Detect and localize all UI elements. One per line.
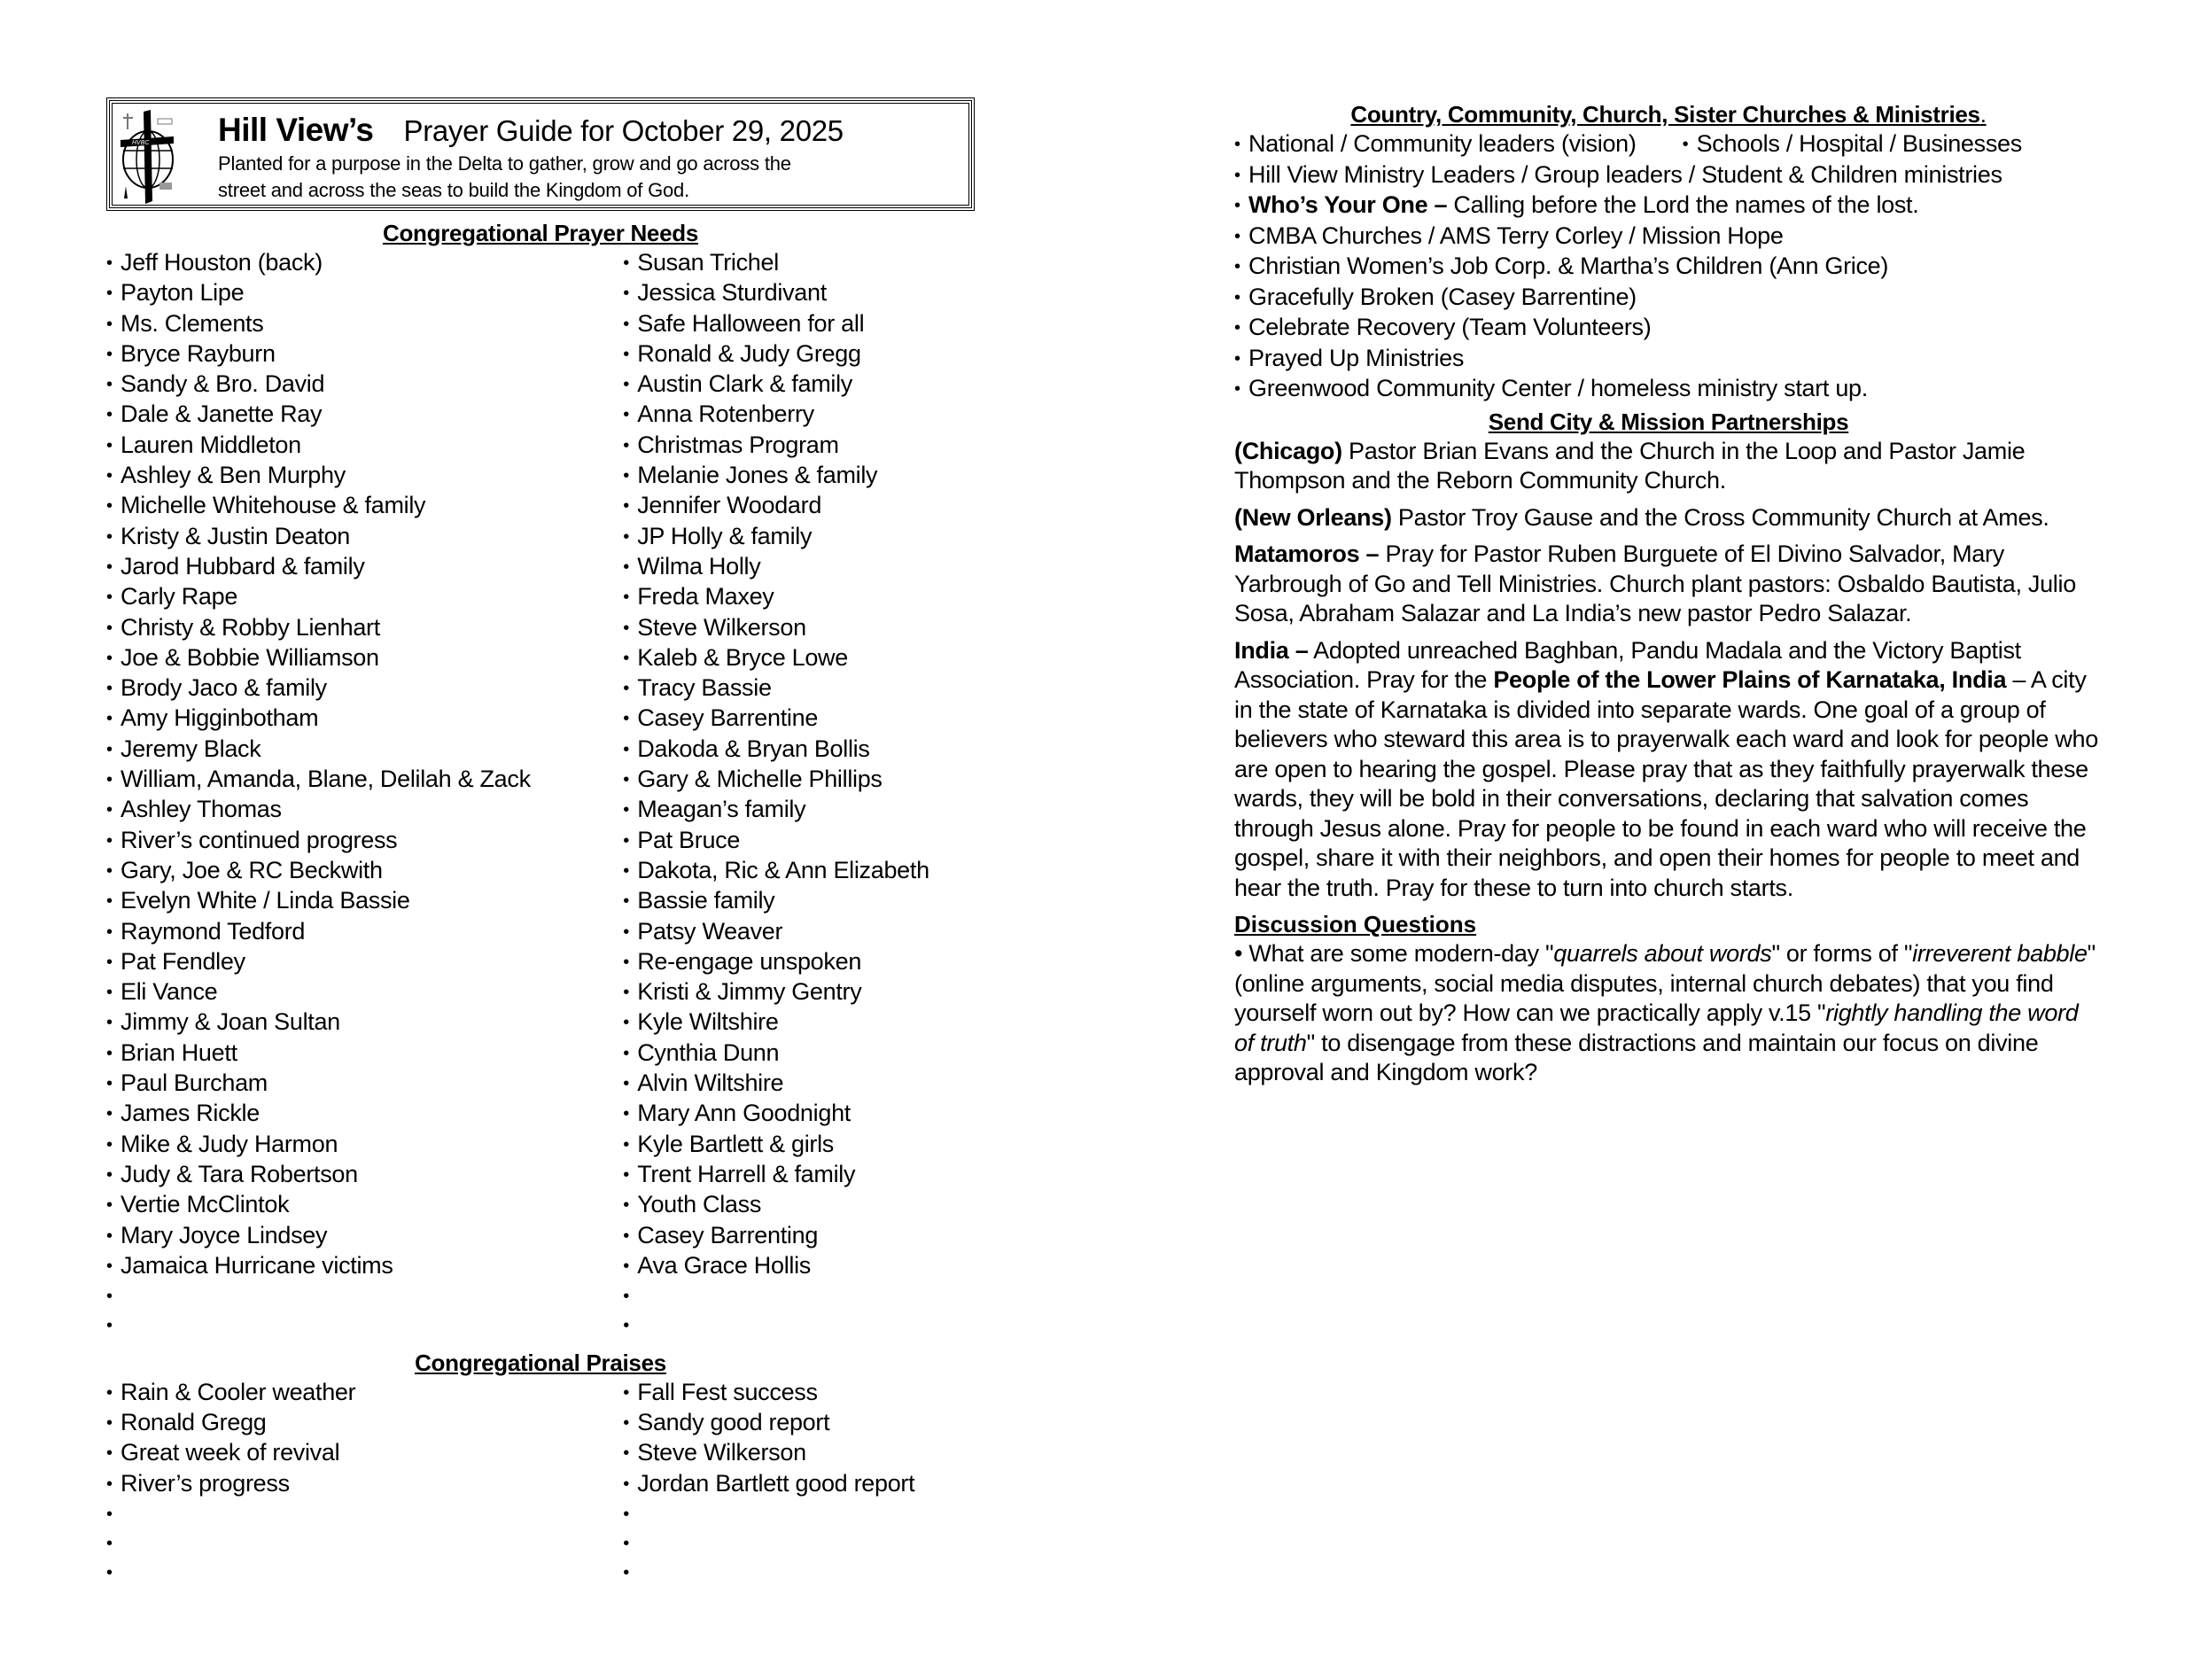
prayer-need-item (623, 886, 975, 916)
prayer-need-item-text: Pat Bruce (637, 826, 741, 853)
prayer-need-item-text: Gary & Michelle Phillips (637, 766, 883, 793)
prayer-need-item (623, 1281, 975, 1311)
prayer-need-item (623, 613, 975, 643)
praise-item-text: Jordan Bartlett good report (637, 1469, 915, 1497)
prayer-need-item (623, 1311, 975, 1340)
bullet: • (623, 709, 629, 729)
bullet: • (106, 1043, 113, 1063)
prayer-need-item-text: Re-engage unspoken (637, 947, 862, 975)
bullet: • (623, 344, 629, 364)
bullet: • (106, 1134, 113, 1155)
prayer-need-item-text: Tracy Bassie (637, 674, 772, 702)
country-item-text: Prayed Up Ministries (1248, 344, 1465, 371)
prayer-need-item (106, 552, 623, 582)
bullet: • (106, 770, 113, 790)
prayer-need-item-text: James Rickle (121, 1100, 260, 1127)
prayer-need-item-text: Austin Clark & family (637, 370, 852, 398)
prayer-need-item (623, 461, 975, 491)
prayer-need-item (623, 1130, 975, 1160)
prayer-need-item-text: Michelle Whitehouse & family (121, 492, 426, 519)
prayer-need-item-text: Sandy & Bro. David (121, 370, 325, 398)
praise-item (106, 1438, 623, 1468)
india-paragraph: India – Adopted unreached Baghban, Pandu Madala and the Victory Baptist Association. Pray for the People of the Lower Plains of Karnataka, India – A city in the state of Karnataka is divided into separate wards. One goal of a group of believers who steward this area is to prayerwalk each ward and look for people who are open to hearing the gospel. Please pray that as they faithfully prayerwalk these wards, they will be bold in their conversations, declaring that salvation comes through Jesus alone. Pray for people to be found in each ward who will receive the gospel, share it with their neighbors, and open their homes for people to meet and hear the truth. Pray for these to turn into church starts. (1234, 636, 2098, 901)
bullet: • (106, 556, 113, 577)
bullet: • (106, 1412, 113, 1433)
bullet: • (106, 1443, 113, 1464)
send-city-title: Send City & Mission Partnerships (1488, 408, 1849, 435)
prayer-need-item-text: Jeff Houston (back) (121, 249, 323, 276)
prayer-need-item-text: Dale & Janette Ray (121, 401, 323, 428)
prayer-need-item (106, 856, 623, 886)
country-item-text: CMBA Churches / AMS Terry Corley / Mission Hope (1248, 222, 1784, 249)
bullet: • (106, 405, 113, 425)
discussion-title: Discussion Questions (1234, 911, 1477, 937)
prayer-need-item (623, 1221, 975, 1251)
bullet: • (623, 770, 629, 790)
prayer-need-item (623, 947, 975, 977)
country-title: Country, Community, Church, Sister Churches & Ministries. (1350, 101, 1987, 128)
bullet: • (106, 1013, 113, 1033)
prayer-need-item (106, 1038, 623, 1069)
praise-item (106, 1499, 623, 1528)
bullet: • (1234, 226, 1240, 246)
bullet: • (1234, 318, 1240, 338)
prayer-need-item-text: Melanie Jones & family (637, 462, 878, 489)
prayer-need-item (623, 1038, 975, 1069)
country-item: • Hill View Ministry Leaders / Group leaders / Student & Children ministries (1234, 160, 2002, 188)
bullet: • (106, 375, 113, 395)
prayer-need-item-text: Raymond Tedford (121, 917, 306, 945)
prayer-need-item-text: Dakoda & Bryan Bollis (637, 735, 870, 762)
prayer-need-item-text: Joe & Bobbie Williamson (121, 643, 379, 671)
bullet: • (106, 1195, 113, 1216)
prayer-need-item (623, 278, 975, 308)
country-item-text: Christian Women’s Job Corp. & Martha’s Children (Ann Grice) (1248, 253, 1889, 279)
bullet: • (106, 1074, 113, 1094)
prayer-need-item-text: Paul Burcham (121, 1069, 268, 1097)
prayer-need-item (106, 673, 623, 704)
bullet: • (623, 284, 629, 304)
prayer-need-item-text: Pat Fendley (121, 947, 245, 975)
bullet: • (106, 709, 113, 729)
country-item (1234, 344, 2103, 375)
prayer-need-item (106, 826, 623, 856)
praise-item-text: Great week of revival (121, 1439, 340, 1466)
praise-item-text: Rain & Cooler weather (121, 1378, 356, 1405)
bullet: • (106, 983, 113, 1003)
bullet: • (623, 1316, 629, 1336)
prayer-need-item-text: Eli Vance (121, 978, 218, 1006)
prayer-need-item (623, 491, 975, 521)
prayer-need-item-text: Brody Jaco & family (121, 674, 327, 702)
prayer-need-item (106, 643, 623, 673)
prayer-need-item-text: Freda Maxey (637, 583, 774, 611)
prayer-need-item (623, 673, 975, 704)
prayer-need-item-text: Mary Joyce Lindsey (121, 1221, 328, 1248)
prayer-need-item (106, 1160, 623, 1190)
praises-title: Congregational Praises (415, 1349, 666, 1376)
prayer-need-item (623, 1099, 975, 1129)
prayer-need-item-text: Ashley & Ben Murphy (121, 462, 346, 489)
prayer-need-item-text: Judy & Tara Robertson (121, 1160, 358, 1187)
prayer-need-item-text: Amy Higginbotham (121, 704, 319, 732)
prayer-need-item (623, 339, 975, 369)
bullet: • (623, 830, 629, 851)
prayer-need-item (106, 1221, 623, 1251)
praise-item-text: River’s progress (121, 1469, 290, 1497)
prayer-need-item-text: Casey Barrentine (637, 704, 819, 732)
prayer-need-item (623, 704, 975, 734)
prayer-need-item (106, 278, 623, 308)
country-list (1234, 222, 2103, 405)
prayer-need-item-text: Bassie family (637, 887, 775, 914)
praises-left-column (106, 1378, 623, 1588)
country-item-text: Greenwood Community Center / homeless ministry start up. (1248, 375, 1868, 401)
prayer-need-item-text: Carly Rape (121, 583, 238, 611)
prayer-need-item-text: William, Amanda, Blane, Delilah & Zack (121, 766, 531, 793)
bullet: • (623, 1164, 629, 1185)
prayer-need-item (106, 1281, 623, 1311)
bullet: • (623, 1074, 629, 1094)
bullet: • (623, 435, 629, 455)
bullet: • (623, 1382, 629, 1403)
bullet: • (106, 284, 113, 304)
prayer-need-item (623, 1069, 975, 1099)
prayer-need-item-text: Ronald & Judy Gregg (637, 339, 861, 367)
bullet: • (623, 1013, 629, 1033)
country-item: • National / Community leaders (vision) • Schools / Hospital / Businesses (1234, 130, 2022, 157)
bullet: • (623, 1134, 629, 1155)
bullet: • (623, 1195, 629, 1216)
bullet: • (1234, 348, 1240, 369)
prayer-need-item (623, 522, 975, 552)
bullet: • (623, 1287, 629, 1307)
prayer-need-item-text: Safe Halloween for all (637, 309, 865, 337)
praise-item-text: Sandy good report (637, 1408, 830, 1435)
bullet: • (623, 466, 629, 486)
bullet: • (623, 952, 629, 972)
bullet: • (623, 253, 629, 273)
new-orleans-paragraph: (New Orleans) Pastor Troy Gause and the Cross Community Church at Ames. (1234, 503, 2049, 531)
bullet: • (623, 1412, 629, 1433)
prayer-need-item (106, 795, 623, 825)
country-item (1234, 374, 2103, 405)
prayer-need-item-text: Vertie McClintok (121, 1191, 290, 1218)
prayer-need-item (623, 1251, 975, 1281)
prayer-need-item-text: Mike & Judy Harmon (121, 1130, 338, 1157)
bullet: • (106, 1287, 113, 1307)
bullet: • (106, 618, 113, 638)
prayer-need-item (106, 309, 623, 339)
prayer-need-item-text: Jeremy Black (121, 735, 261, 762)
praise-item-text: Fall Fest success (637, 1378, 818, 1405)
prayer-need-item-text: Patsy Weaver (637, 917, 783, 945)
bullet: • (106, 891, 113, 912)
bullet: • (106, 1563, 113, 1583)
chicago-paragraph: (Chicago) Pastor Brian Evans and the Church in the Loop and Pastor Jamie Thompson and the Reborn Community Church. (1234, 437, 2026, 494)
church-name: Hill View’s (218, 112, 374, 148)
prayer-need-item-text: Bryce Rayburn (121, 339, 276, 367)
prayer-need-item-text: Ashley Thomas (121, 796, 282, 823)
prayer-need-item (623, 369, 975, 400)
bullet: • (623, 800, 629, 821)
bullet: • (623, 526, 629, 547)
prayer-need-item (106, 947, 623, 977)
praise-item (623, 1558, 975, 1587)
praise-item-text: Ronald Gregg (121, 1408, 267, 1435)
prayer-need-item (623, 1190, 975, 1220)
bullet: • (106, 253, 113, 273)
prayer-need-item (623, 582, 975, 612)
prayer-need-item (106, 917, 623, 947)
bullet: • (623, 587, 629, 608)
bullet: • (623, 860, 629, 881)
praise-item (106, 1528, 623, 1558)
matamoros-paragraph: Matamoros – Pray for Pastor Ruben Burguete of El Divino Salvador, Mary Yarbrough of Go and Tell Ministries. Church plant pastors: Osbaldo Bautista, Julio Sosa, Abraham Salazar and La India’s new pastor Pedro Salazar. (1234, 541, 2076, 626)
praise-item (106, 1378, 623, 1408)
bullet: • (106, 1225, 113, 1246)
prayer-need-item-text: Cynthia Dunn (637, 1038, 780, 1066)
prayer-need-item-text: Youth Class (637, 1191, 762, 1218)
praise-item (106, 1558, 623, 1587)
bullet: • (106, 800, 113, 821)
prayer-need-item-text: Trent Harrell & family (637, 1160, 856, 1187)
prayer-need-item-text: JP Holly & family (637, 522, 813, 549)
country-item-text: Gracefully Broken (Casey Barrentine) (1248, 283, 1637, 310)
bullet: • (623, 375, 629, 395)
prayer-need-item (623, 431, 975, 461)
prayer-need-item (106, 522, 623, 552)
praise-item (623, 1378, 975, 1408)
prayer-needs-list (106, 248, 975, 1341)
prayer-need-item (623, 917, 975, 947)
prayer-need-item-text: Kyle Bartlett & girls (637, 1130, 835, 1157)
prayer-need-item-text: Jarod Hubbard & family (121, 552, 365, 579)
prayer-need-item (106, 1007, 623, 1038)
prayer-need-item (623, 552, 975, 582)
bullet: • (623, 922, 629, 942)
prayer-need-item-text: River’s continued progress (121, 826, 398, 853)
prayer-need-item-text: Kaleb & Bryce Lowe (637, 643, 848, 671)
header-box (106, 97, 975, 211)
bullet: • (106, 830, 113, 851)
prayer-need-item-text: Ava Grace Hollis (637, 1251, 812, 1279)
prayer-need-item (106, 461, 623, 491)
prayer-need-item-text: Kristi & Jimmy Gentry (637, 978, 862, 1006)
prayer-need-item (623, 1160, 975, 1190)
bullet: • (106, 466, 113, 486)
prayer-need-item-text: Susan Trichel (637, 249, 779, 276)
prayer-need-item-text: Christy & Robby Lienhart (121, 613, 380, 641)
bullet: • (623, 314, 629, 334)
prayer-need-item (106, 1099, 623, 1129)
praise-item (106, 1408, 623, 1438)
bullet: • (106, 496, 113, 517)
prayer-need-item (623, 795, 975, 825)
bullet: • (106, 1316, 113, 1336)
bullet: • (623, 1225, 629, 1246)
left-page (106, 97, 975, 1588)
bullet: • (623, 648, 629, 668)
prayer-need-item-text: Brian Huett (121, 1038, 237, 1066)
bullet: • (106, 526, 113, 547)
discussion-question: • What are some modern-day "quarrels about words" or forms of "irreverent babble" (online arguments, social media disputes, internal church debates) that you find yourself worn out by? How can we practically apply v.15 "rightly handling the word of truth" to disengage from these distractions and maintain our focus on divine approval and Kingdom work? (1234, 940, 2096, 1085)
prayer-need-item (106, 248, 623, 278)
bullet: • (106, 1534, 113, 1554)
prayer-need-item-text: Ms. Clements (121, 309, 264, 337)
praise-item-text: Steve Wilkerson (637, 1439, 806, 1466)
bullet: • (623, 1104, 629, 1124)
prayer-need-item (623, 826, 975, 856)
prayer-need-item-text: Gary, Joe & RC Beckwith (121, 856, 383, 883)
prayer-need-item (623, 1007, 975, 1038)
bullet: • (1234, 287, 1240, 307)
praises-list (106, 1378, 975, 1588)
prayer-need-item (106, 1190, 623, 1220)
prayer-need-item-text: Mary Ann Goodnight (637, 1100, 851, 1127)
bullet: • (106, 1474, 113, 1494)
bullet: • (623, 618, 629, 638)
prayer-need-item-text: Kristy & Justin Deaton (121, 522, 351, 549)
prayer-need-item-text: Evelyn White / Linda Bassie (121, 887, 410, 914)
prayer-needs-title: Congregational Prayer Needs (382, 220, 698, 246)
bullet: • (106, 922, 113, 942)
prayer-need-item (623, 643, 975, 673)
prayer-need-item-text: Jessica Sturdivant (637, 279, 827, 307)
country-item (1234, 313, 2103, 344)
bullet: • (623, 1534, 629, 1554)
bullet: • (106, 314, 113, 334)
prayer-need-item (106, 1069, 623, 1099)
prayer-need-item (106, 339, 623, 369)
bullet: • (623, 556, 629, 577)
prayer-need-item-text: Kyle Wiltshire (637, 1008, 779, 1036)
right-page (1234, 99, 2103, 1088)
prayer-need-item-text: Christmas Program (637, 431, 839, 458)
country-item (1234, 222, 2103, 253)
prayer-need-item (106, 977, 623, 1007)
prayer-need-item (623, 977, 975, 1007)
bullet: • (623, 405, 629, 425)
bullet: • (106, 1504, 113, 1524)
bullet: • (106, 679, 113, 699)
praise-item (623, 1438, 975, 1468)
bullet: • (623, 1443, 629, 1464)
bullet: • (623, 496, 629, 517)
praise-item (623, 1408, 975, 1438)
praise-item (106, 1469, 623, 1499)
prayer-need-item (106, 1311, 623, 1340)
bullet: • (106, 587, 113, 608)
bullet: • (623, 891, 629, 912)
guide-title: Prayer Guide for October 29, 2025 (403, 114, 844, 147)
prayer-need-item (623, 248, 975, 278)
mission-statement (218, 151, 844, 204)
bullet: • (623, 983, 629, 1003)
prayer-need-item (106, 400, 623, 430)
bullet: • (106, 1164, 113, 1185)
prayer-need-item (106, 431, 623, 461)
bullet: • (623, 1256, 629, 1276)
header-text (218, 112, 844, 204)
prayer-need-item-text: Alvin Wiltshire (637, 1069, 784, 1097)
prayer-need-item (623, 735, 975, 765)
prayer-need-item-text: Casey Barrenting (637, 1221, 819, 1248)
bullet: • (106, 344, 113, 364)
bullet: • (106, 1256, 113, 1276)
praise-item (623, 1528, 975, 1558)
prayer-need-item (106, 1130, 623, 1160)
prayer-need-item (106, 582, 623, 612)
prayer-need-item-text: Jimmy & Joan Sultan (121, 1008, 340, 1036)
prayer-need-item-text: Meagan’s family (637, 796, 806, 823)
prayer-need-item (106, 491, 623, 521)
bullet: • (623, 1504, 629, 1524)
bullet: • (623, 679, 629, 699)
country-item (1234, 252, 2103, 283)
prayer-need-item-text: Payton Lipe (121, 279, 245, 307)
country-item-text: Celebrate Recovery (Team Volunteers) (1248, 314, 1652, 340)
praises-right-column (623, 1378, 975, 1588)
bullet: • (106, 860, 113, 881)
svg-text:HVBC: HVBC (132, 140, 150, 146)
prayer-need-item (106, 1251, 623, 1281)
prayer-need-item-text: Jamaica Hurricane victims (121, 1251, 393, 1279)
prayer-needs-right-column (623, 248, 975, 1341)
prayer-need-item (623, 856, 975, 886)
bullet: • (623, 1474, 629, 1494)
bullet: • (106, 1104, 113, 1124)
country-item: • Who’s Your One – Calling before the Lord the names of the lost. (1234, 191, 1919, 218)
bullet: • (106, 435, 113, 455)
prayer-need-item (623, 309, 975, 339)
prayer-need-item-text: Anna Rotenberry (637, 401, 814, 428)
prayer-need-item (623, 765, 975, 795)
prayer-need-item (106, 704, 623, 734)
bullet: • (1234, 379, 1240, 399)
prayer-need-item-text: Steve Wilkerson (637, 613, 806, 641)
prayer-need-item-text: Jennifer Woodard (637, 492, 822, 519)
mission-line: street and across the seas to build the Kingdom of God. (218, 179, 689, 201)
bullet: • (106, 648, 113, 668)
mission-line: Planted for a purpose in the Delta to gather, grow and go across the (218, 152, 791, 175)
prayer-need-item (623, 400, 975, 430)
prayer-need-item (106, 765, 623, 795)
bullet: • (1234, 257, 1240, 276)
prayer-need-item (106, 735, 623, 765)
bullet: • (106, 1382, 113, 1403)
prayer-need-item (106, 886, 623, 916)
country-item (1234, 283, 2103, 314)
prayer-need-item-text: Dakota, Ric & Ann Elizabeth (637, 856, 929, 883)
prayer-need-item-text: Lauren Middleton (121, 431, 301, 458)
bullet: • (623, 739, 629, 759)
praise-item (623, 1469, 975, 1499)
prayer-need-item-text: Wilma Holly (637, 552, 761, 579)
bullet: • (623, 1563, 629, 1583)
bullet: • (106, 952, 113, 972)
bullet: • (623, 1043, 629, 1063)
prayer-need-item (106, 369, 623, 400)
bullet: • (106, 739, 113, 759)
church-logo-icon (119, 108, 177, 206)
prayer-need-item (106, 613, 623, 643)
praise-item (623, 1499, 975, 1528)
prayer-needs-left-column (106, 248, 623, 1341)
